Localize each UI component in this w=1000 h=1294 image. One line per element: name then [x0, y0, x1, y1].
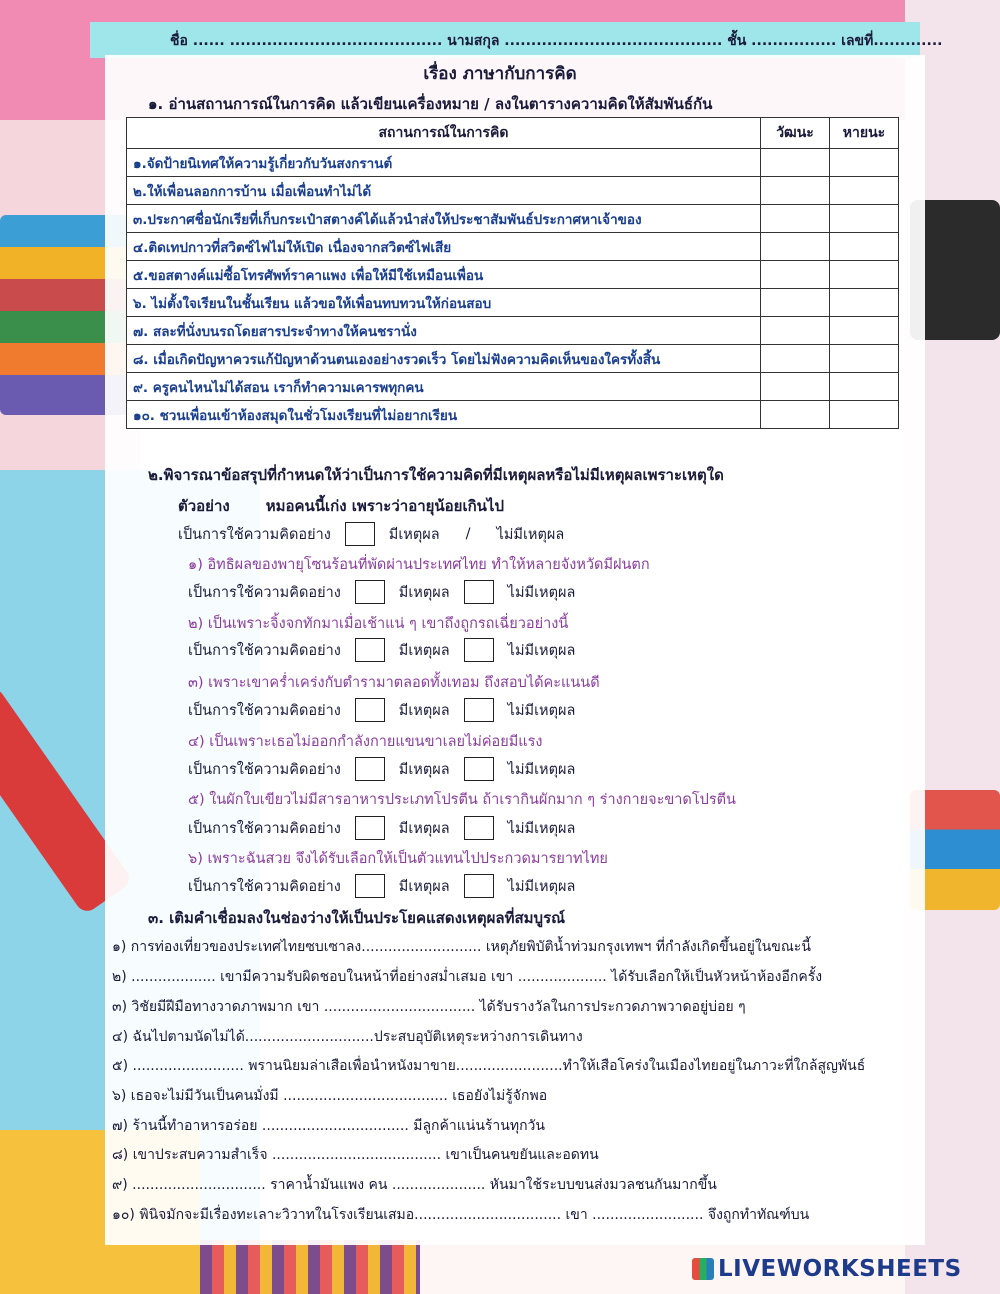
unreasonable-label: ไม่มีเหตุผล	[507, 761, 576, 778]
choice-row	[188, 816, 575, 840]
table-row	[127, 373, 899, 401]
good-answer-cell[interactable]	[761, 233, 830, 261]
situation-item: ๖. ไม่ตั้งใจเรียนในชั้นเรียน แล้วขอให้เพื่อนทบทวนให้ก่อนสอบ	[127, 289, 761, 317]
reasoning-question: ๖) เพราะฉันสวย จึงได้รับเลือกให้เป็นตัวแทนไปประกวดมารยาทไทย	[188, 851, 608, 867]
table-row	[127, 317, 899, 345]
reasonable-checkbox[interactable]	[355, 816, 385, 840]
situation-item: ๕.ขอสตางค์แม่ซื้อโทรศัพท์ราคาแพง เพื่อให้มีใช้เหมือนเพื่อน	[127, 261, 761, 289]
bad-answer-cell[interactable]	[830, 177, 899, 205]
column-header-good: วัฒนะ	[761, 118, 830, 149]
good-answer-cell[interactable]	[761, 149, 830, 177]
good-answer-cell[interactable]	[761, 317, 830, 345]
choice-prompt: เป็นการใช้ความคิดอย่าง	[188, 761, 341, 778]
choice-row	[188, 757, 575, 781]
situation-item: ๘. เมื่อเกิดปัญหาควรแก้ปัญหาด้วนตนเองอย่างรวดเร็ว โดยไม่ฟังความคิดเห็นของใครทั้งสิ้น	[127, 345, 761, 373]
reasonable-label: มีเหตุผล	[398, 642, 450, 659]
choice-row	[188, 580, 575, 604]
section2-heading: ๒.พิจารณาข้อสรุปที่กำหนดให้ว่าเป็นการใช้ความคิดที่มีเหตุผลหรือไม่มีเหตุผลเพราะเหตุใด	[148, 466, 724, 484]
column-header-situation: สถานการณ์ในการคิด	[127, 118, 761, 149]
fill-in-sentence[interactable]: ๕) ......................... พรานนิยมล่าเสือเพื่อนำหนังมาขาย........................ทำให้เสือโคร่งในเมืองไทยอยู่ในภาวะที่ใกล้สูญพันธ์	[112, 1058, 866, 1074]
books-bottom-illustration	[200, 1240, 420, 1294]
fill-in-sentence[interactable]: ๒) ................... เขามีความรับผิดชอบในหน้าที่อย่างสม่ำเสมอ เขา .................... ได้รับเลือกให้เป็นหัวหน้าห้องอีกครั้ง	[112, 969, 823, 985]
bad-answer-cell[interactable]	[830, 373, 899, 401]
reasoning-question: ๒) เป็นเพราะจิ้งจกทักมาเมื่อเช้าแน่ ๆ เขาถึงถูกรถเฉี่ยวอย่างนี้	[188, 616, 569, 632]
table-row	[127, 345, 899, 373]
bad-answer-cell[interactable]	[830, 261, 899, 289]
reasoning-question: ๓) เพราะเขาคร่ำเคร่งกับตำรามาตลอดทั้งเทอม ถึงสอบได้คะแนนดี	[188, 675, 600, 691]
fill-in-sentence[interactable]: ๑) การท่องเที่ยวของประเทศไทยซบเซาลง........................... เหตุภัยพิบัติน้ำท่วมกรุงเทพฯ ที่กำลังเกิดขึ้นอยู่ในขณะนี้	[112, 939, 811, 955]
fill-in-sentence[interactable]: ๙) .............................. ราคาน้ำมันแพง คน ..................... หันมาใช้ระบบขนส่งมวลชนกันมากขึ้น	[112, 1177, 717, 1193]
good-answer-cell[interactable]	[761, 401, 830, 429]
reasoning-question: ๑) อิทธิผลของพายุโซนร้อนที่พัดผ่านประเทศไทย ทำให้หลายจังหวัดมีฝนตก	[188, 557, 650, 573]
good-answer-cell[interactable]	[761, 345, 830, 373]
reasonable-checkbox[interactable]	[355, 698, 385, 722]
reasoning-question: ๔) เป็นเพราะเธอไม่ออกกำลังกายแขนขาเลยไม่ค่อยมีแรง	[188, 734, 543, 750]
situation-table	[126, 117, 899, 429]
reasonable-label: มีเหตุผล	[398, 761, 450, 778]
choice-prompt: เป็นการใช้ความคิดอย่าง	[188, 820, 341, 837]
choice-prompt: เป็นการใช้ความคิดอย่าง	[188, 702, 341, 719]
bad-answer-cell[interactable]	[830, 401, 899, 429]
table-row	[127, 149, 899, 177]
fill-in-sentence[interactable]: ๔) ฉันไปตามนัดไม่ได้.............................ประสบอุบัติเหตุระหว่างการเดินทาง	[112, 1029, 583, 1045]
fill-in-sentence[interactable]: ๖) เธอจะไม่มีวันเป็นคนมั่งมี ..................................... เธอยังไม่รู้จักพอ	[112, 1088, 548, 1104]
situation-item: ๙. ครูคนไหนไม่ได้สอน เราก็ทำความเคารพทุกคน	[127, 373, 761, 401]
unreasonable-checkbox[interactable]	[464, 874, 494, 898]
table-row	[127, 401, 899, 429]
good-answer-cell[interactable]	[761, 177, 830, 205]
reasonable-checkbox[interactable]	[355, 874, 385, 898]
choice-prompt: เป็นการใช้ความคิดอย่าง	[188, 584, 341, 601]
table-row	[127, 205, 899, 233]
liveworksheets-logo[interactable]	[692, 1256, 962, 1282]
reasonable-label: มีเหตุผล	[398, 820, 450, 837]
bad-answer-cell[interactable]	[830, 233, 899, 261]
choice-prompt: เป็นการใช้ความคิดอย่าง	[188, 642, 341, 659]
choice-prompt: เป็นการใช้ความคิดอย่าง	[178, 526, 331, 543]
reasonable-label: มีเหตุผล	[398, 702, 450, 719]
unreasonable-label: ไม่มีเหตุผล	[496, 526, 565, 543]
situation-item: ๑.จัดป้ายนิเทศให้ความรู้เกี่ยวกับวันสงกรานต์	[127, 149, 761, 177]
unreasonable-label: ไม่มีเหตุผล	[507, 584, 576, 601]
worksheet-title: เรื่อง ภาษากับการคิด	[423, 64, 577, 84]
fill-in-sentence[interactable]: ๗) ร้านนี้ทำอาหารอร่อย ................................. มีลูกค้าแน่นร้านทุกวัน	[112, 1118, 545, 1134]
good-answer-cell[interactable]	[761, 205, 830, 233]
unreasonable-checkbox[interactable]	[464, 638, 494, 662]
table-row	[127, 233, 899, 261]
fill-in-sentence[interactable]: ๓) วิชัยมีฝีมือทางวาดภาพมาก เขา .................................. ได้รับรางวัลในการประกวดภาพวาดอยู่บ่อย ๆ	[112, 999, 746, 1015]
good-answer-cell[interactable]	[761, 289, 830, 317]
situation-item: ๓.ประกาศชื่อนักเรียที่เก็บกระเป๋าสตางค์ได้แล้วนำส่งให้ประชาสัมพันธ์ประกาศหาเจ้าของ	[127, 205, 761, 233]
fill-in-sentence[interactable]: ๘) เขาประสบความสำเร็จ ...................................... เขาเป็นคนขยันและอดทน	[112, 1147, 599, 1163]
reasonable-label: มีเหตุผล	[388, 526, 440, 543]
situation-item: ๒.ให้เพื่อนลอกการบ้าน เมื่อเพื่อนทำไม่ได้	[127, 177, 761, 205]
choice-prompt: เป็นการใช้ความคิดอย่าง	[188, 878, 341, 895]
unreasonable-label: ไม่มีเหตุผล	[507, 642, 576, 659]
bad-answer-cell[interactable]	[830, 149, 899, 177]
table-header-row	[127, 118, 899, 149]
column-header-bad: หายนะ	[830, 118, 899, 149]
example-answer-box[interactable]	[345, 522, 375, 546]
example-text: หมอคนนี้เก่ง เพราะว่าอายุน้อยเกินไป	[265, 497, 504, 515]
bad-answer-cell[interactable]	[830, 317, 899, 345]
slash-separator: /	[465, 526, 471, 542]
reasonable-checkbox[interactable]	[355, 638, 385, 662]
situation-item: ๔.ติดเทปกาวที่สวิตซ์ไฟไม่ให้เปิด เนื่องจากสวิตซ์ไฟเสีย	[127, 233, 761, 261]
table-row	[127, 177, 899, 205]
bad-answer-cell[interactable]	[830, 289, 899, 317]
reasoning-question: ๕) ในผักใบเขียวไม่มีสารอาหารประเภทโปรตีน ถ้าเรากินผักมาก ๆ ร่างกายจะขาดโปรตีน	[188, 792, 736, 808]
choice-row	[188, 638, 575, 662]
situation-item: ๗. สละที่นั่งบนรถโดยสารประจำทางให้คนชรานั่ง	[127, 317, 761, 345]
choice-row	[188, 698, 575, 722]
choice-row	[188, 874, 575, 898]
example-label: ตัวอย่าง	[178, 497, 230, 515]
bad-answer-cell[interactable]	[830, 345, 899, 373]
reasonable-checkbox[interactable]	[355, 757, 385, 781]
fill-in-sentence[interactable]: ๑๐) พินิจมักจะมีเรื่องทะเลาะวิวาทในโรงเรียนเสมอ................................. เขา ......................... จึงถูกทำทัณฑ์บน	[112, 1207, 810, 1223]
unreasonable-checkbox[interactable]	[464, 580, 494, 604]
reasonable-label: มีเหตุผล	[398, 584, 450, 601]
example-line	[178, 494, 540, 518]
logo-text: LIVEWORKSHEETS	[718, 1256, 962, 1282]
unreasonable-checkbox[interactable]	[464, 816, 494, 840]
student-info-line: ชื่อ ...... ........................................ นามสกุล ......................................... ชั้น ................ เลขที่.............	[170, 33, 943, 49]
example-choice-row	[178, 522, 564, 546]
good-answer-cell[interactable]	[761, 261, 830, 289]
section3-heading: ๓. เติมคำเชื่อมลงในช่องว่างให้เป็นประโยคแสดงเหตุผลที่สมบูรณ์	[148, 909, 566, 927]
table-row	[127, 261, 899, 289]
unreasonable-label: ไม่มีเหตุผล	[507, 702, 576, 719]
bad-answer-cell[interactable]	[830, 205, 899, 233]
reasonable-checkbox[interactable]	[355, 580, 385, 604]
unreasonable-checkbox[interactable]	[464, 698, 494, 722]
good-answer-cell[interactable]	[761, 373, 830, 401]
situation-item: ๑๐. ชวนเพื่อนเข้าห้องสมุดในชั่วโมงเรียนที่ไม่อยากเรียน	[127, 401, 761, 429]
table-row	[127, 289, 899, 317]
unreasonable-checkbox[interactable]	[464, 757, 494, 781]
unreasonable-label: ไม่มีเหตุผล	[507, 878, 576, 895]
reasonable-label: มีเหตุผล	[398, 878, 450, 895]
unreasonable-label: ไม่มีเหตุผล	[507, 820, 576, 837]
section1-heading: ๑. อ่านสถานการณ์ในการคิด แล้วเขียนเครื่องหมาย / ลงในตารางความคิดให้สัมพันธ์กัน	[148, 95, 713, 113]
liveworksheets-logo-icon	[692, 1258, 714, 1280]
